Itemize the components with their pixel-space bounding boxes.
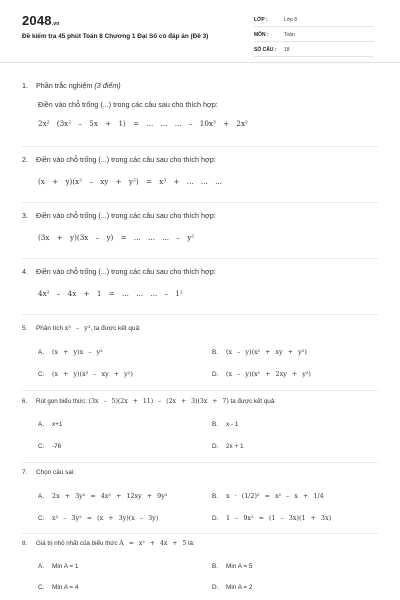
option-d[interactable] — [212, 584, 252, 591]
question-expression: (3x – 5)(2x + 11) – (2x + 3)(3x + 7) — [88, 398, 229, 405]
option-text: x - 1 — [226, 421, 239, 428]
option-text: 2x + 1 — [226, 443, 244, 450]
option-c[interactable] — [38, 443, 61, 450]
divider — [22, 202, 378, 203]
option-label: A. — [38, 493, 45, 500]
option-c[interactable] — [38, 370, 133, 378]
question-1 — [22, 80, 382, 130]
question-4 — [22, 266, 382, 300]
option-label: D. — [212, 584, 219, 591]
option-text: x² – 3y² = (x + 3y)(x – 3y) — [52, 514, 159, 522]
divider — [22, 533, 378, 534]
option-label: B. — [212, 349, 219, 356]
option-text: (x + y)x – y² — [52, 348, 103, 356]
option-text: -76 — [52, 443, 62, 450]
meta-subject — [254, 29, 374, 42]
logo-text: 2048 — [22, 13, 52, 28]
option-label: C. — [38, 584, 45, 591]
question-prompt: Chọn câu sai: — [36, 469, 76, 476]
meta-count-value: 18 — [284, 47, 290, 53]
option-label: D. — [212, 443, 219, 450]
page-header — [0, 0, 400, 63]
option-label: A. — [38, 421, 45, 428]
option-label: C. — [38, 371, 45, 378]
option-label: C. — [38, 515, 45, 522]
option-d[interactable] — [212, 370, 311, 378]
option-label: D. — [212, 515, 219, 522]
option-text: (x – y)(x² + xy + y²) — [226, 348, 307, 356]
question-expression: A = x² + 4x + 5 — [119, 540, 187, 547]
question-number: 5. — [22, 325, 28, 332]
divider — [22, 258, 378, 259]
question-number: 6. — [22, 398, 28, 405]
question-prompt-end: là: — [188, 540, 195, 547]
question-prompt: Điền vào chỗ trống (...) trong các câu sau cho thích hợp: — [38, 100, 218, 109]
question-expression: (x + y)(x² – xy + y²) = x³ + ... ... ... — [38, 177, 222, 186]
meta-count — [254, 44, 374, 57]
option-text: Min A = 2 — [226, 584, 253, 591]
question-number: 8. — [22, 540, 28, 547]
option-label: B. — [212, 421, 219, 428]
divider — [22, 390, 378, 391]
option-text: 1 – 9x² = (1 – 3x)(1 + 3x) — [226, 514, 332, 522]
option-a[interactable] — [38, 348, 103, 356]
question-number: 3. — [22, 211, 28, 220]
question-number: 4. — [22, 267, 28, 276]
question-prompt: Giá trị nhỏ nhất của biểu thức — [36, 540, 118, 547]
option-b[interactable] — [212, 348, 307, 356]
question-expression: 4x² – 4x + 1 = ... ... ... – 1² — [38, 289, 183, 298]
question-prompt: Điền vào chỗ trống (...) trong các câu sau cho thích hợp: — [36, 211, 216, 220]
divider — [22, 314, 378, 315]
question-2 — [22, 154, 382, 188]
option-d[interactable] — [212, 514, 331, 522]
option-d[interactable] — [212, 443, 244, 450]
meta-count-label: SỐ CÂU : — [254, 47, 277, 53]
question-8 — [22, 538, 382, 550]
question-prompt-end: ta được kết quả: — [230, 398, 276, 405]
option-text: x · (1/2)² = x² – x + 1/4 — [226, 492, 324, 500]
question-6 — [22, 396, 382, 408]
option-text: Min A = 1 — [52, 563, 79, 570]
section-points: (3 điểm) — [94, 81, 121, 90]
question-expression: (3x + y)(3x – y) = ... ... ... – y² — [38, 233, 195, 242]
option-label: D. — [212, 371, 219, 378]
meta-class-label: LỚP : — [254, 17, 268, 23]
question-number: 7. — [22, 469, 28, 476]
question-prompt: Điền vào chỗ trống (...) trong các câu sau cho thích hợp: — [36, 267, 216, 276]
question-prompt: Điền vào chỗ trống (...) trong các câu sau cho thích hợp: — [36, 155, 216, 164]
meta-class — [254, 14, 374, 27]
meta-subject-label: MÔN : — [254, 32, 269, 38]
site-logo[interactable] — [22, 13, 60, 28]
option-text: 2x + 3y² = 4x² + 12xy + 9y² — [52, 492, 168, 500]
option-c[interactable] — [38, 584, 78, 591]
question-3 — [22, 210, 382, 244]
question-number: 1. — [22, 81, 28, 90]
option-b[interactable] — [212, 492, 324, 500]
meta-subject-value: Toán — [284, 32, 295, 38]
option-label: C. — [38, 443, 45, 450]
question-prompt: Phân tích — [36, 325, 64, 332]
question-5 — [22, 322, 382, 334]
option-text: (x – y)(x² + 2xy + y²) — [226, 370, 311, 378]
question-prompt: Rút gọn biểu thức: — [36, 398, 87, 405]
question-expression: x³ – y³ — [64, 324, 91, 332]
meta-class-value: Lớp 8 — [284, 17, 298, 23]
section-title: Phần trắc nghiệm — [36, 81, 93, 90]
question-7 — [22, 467, 382, 479]
option-label: A. — [38, 349, 45, 356]
option-text: Min A = 4 — [52, 584, 79, 591]
question-number: 2. — [22, 155, 28, 164]
logo-suffix: .vn — [51, 21, 60, 27]
divider — [22, 462, 378, 463]
option-label: B. — [212, 493, 219, 500]
option-a[interactable] — [38, 492, 167, 500]
option-a[interactable] — [38, 421, 62, 428]
option-label: B. — [212, 563, 219, 570]
option-a[interactable] — [38, 563, 78, 570]
option-text: Min A = 5 — [226, 563, 253, 570]
option-c[interactable] — [38, 514, 158, 522]
question-expression: 2x² (3x² – 5x + 1) = ... ... ... – 10x³ + 2x² — [38, 119, 248, 128]
option-b[interactable] — [212, 421, 238, 428]
option-text: x+1 — [52, 421, 63, 428]
question-prompt-end: , ta được kết quả: — [90, 325, 141, 332]
divider — [22, 146, 378, 147]
option-b[interactable] — [212, 563, 252, 570]
option-text: (x + y)(x² – xy + y²) — [52, 370, 133, 378]
option-label: A. — [38, 563, 45, 570]
page-title: Đề kiểm tra 45 phút Toán 8 Chương 1 Đại Số có đáp án (Đề 3) — [22, 33, 209, 40]
